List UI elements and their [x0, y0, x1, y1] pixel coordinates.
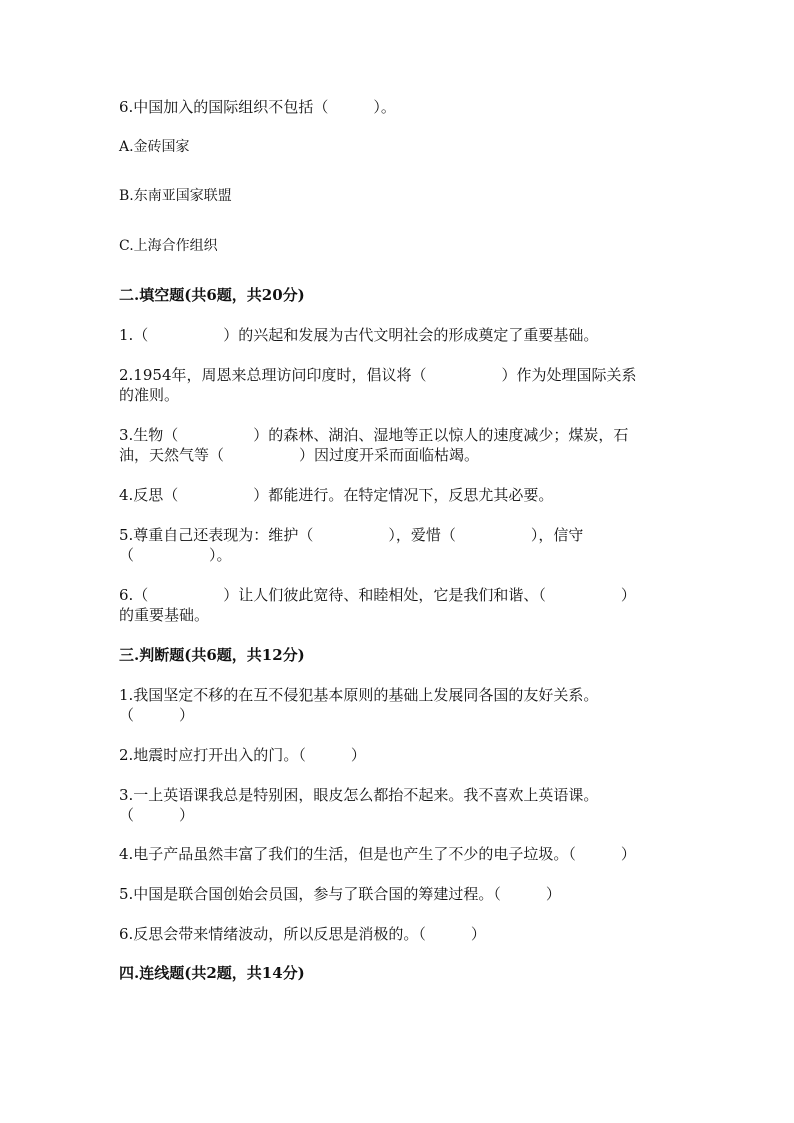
fill-blank-line: 的准则。 — [119, 386, 180, 404]
true-false-line: （ ） — [119, 706, 195, 724]
fill-blank-line: 的重要基础。 — [119, 606, 210, 624]
option-a: A.金砖国家 — [119, 139, 190, 155]
true-false-line: 1.我国坚定不移的在互不侵犯基本原则的基础上发展同各国的友好关系。 — [119, 686, 599, 704]
fill-blank-line: 油，天然气等（ ）因过度开采而面临枯竭。 — [119, 446, 480, 464]
true-false-line: 5.中国是联合国创始会员国，参与了联合国的筹建过程。（ ） — [119, 885, 561, 903]
fill-blank-line: 6.（ ）让人们彼此宽待、和睦相处，它是我们和谐、（ ） — [119, 586, 636, 604]
section-heading-true-false: 三.判断题(共6题，共12分) — [119, 646, 305, 664]
true-false-line: 4.电子产品虽然丰富了我们的生活，但是也产生了不少的电子垃圾。（ ） — [119, 845, 636, 863]
fill-blank-line: 3.生物（ ）的森林、湖泊、湿地等正以惊人的速度减少；煤炭，石 — [119, 426, 629, 444]
question-6-stem: 6.中国加入的国际组织不包括（ ）。 — [119, 98, 396, 116]
fill-blank-line: 4.反思（ ）都能进行。在特定情况下，反思尤其必要。 — [119, 486, 554, 504]
true-false-line: （ ） — [119, 806, 195, 824]
option-c: C.上海合作组织 — [119, 238, 218, 254]
section-heading-fill-blank: 二.填空题(共6题，共20分) — [119, 286, 305, 304]
fill-blank-line: 2.1954年，周恩来总理访问印度时，倡议将（ ）作为处理国际关系 — [119, 366, 637, 384]
true-false-line: 3.一上英语课我总是特别困，眼皮怎么都抬不起来。我不喜欢上英语课。 — [119, 786, 599, 804]
fill-blank-line: 5.尊重自己还表现为：维护（ ），爱惜（ ），信守 — [119, 526, 584, 544]
fill-blank-line: 1.（ ）的兴起和发展为古代文明社会的形成奠定了重要基础。 — [119, 326, 599, 344]
section-heading-matching: 四.连线题(共2题，共14分) — [119, 964, 305, 982]
fill-blank-line: （ ）。 — [119, 546, 232, 564]
true-false-line: 6.反思会带来情绪波动，所以反思是消极的。（ ） — [119, 925, 486, 943]
true-false-line: 2.地震时应打开出入的门。（ ） — [119, 746, 366, 764]
option-b: B.东南亚国家联盟 — [119, 188, 232, 204]
